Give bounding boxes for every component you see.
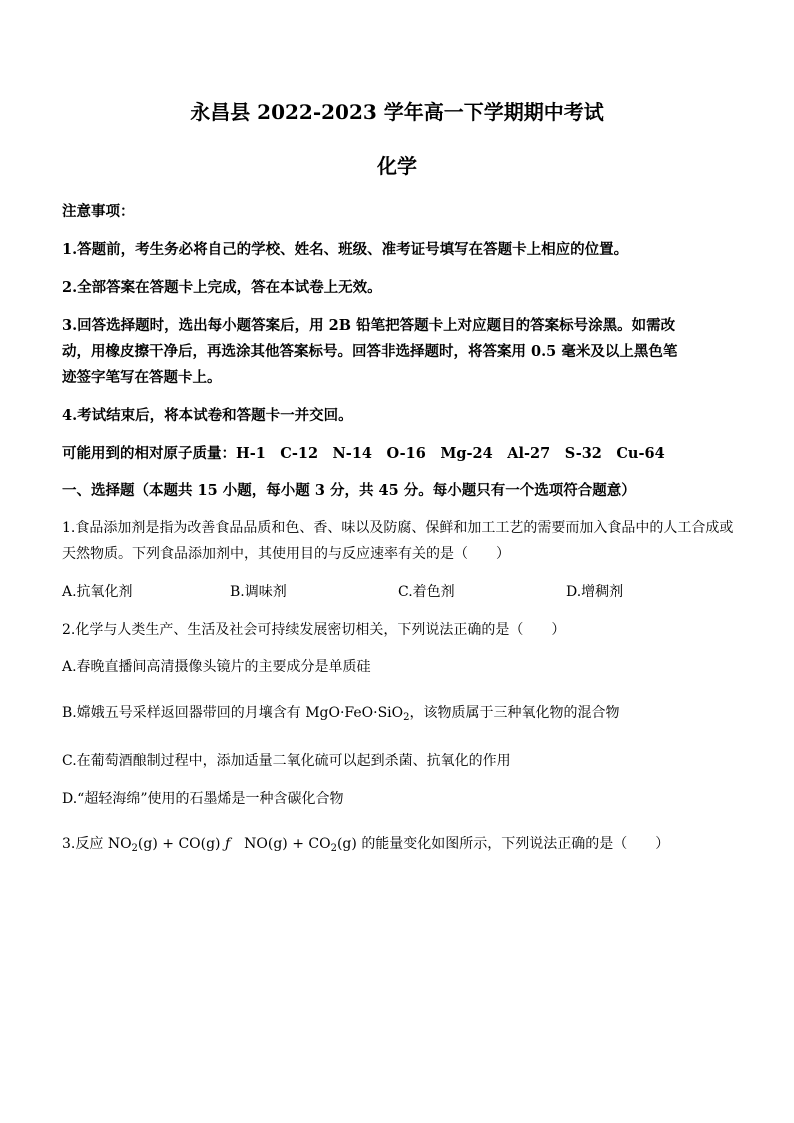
q2-option-b-text: B.嫦娥五号采样返回器带回的月壤含有 bbox=[62, 705, 306, 721]
q2-option-c: C.在葡萄酒酿制过程中，添加适量二氧化硫可以起到杀菌、抗氧化的作用 bbox=[62, 753, 511, 769]
q3-stem bbox=[62, 834, 734, 859]
q1-option-a: A.抗氧化剂 bbox=[62, 584, 133, 600]
q3-pre: 3.反应 bbox=[62, 836, 108, 852]
q2-option-b-rest: ，该物质属于三种氧化物的混合物 bbox=[409, 705, 620, 721]
atomic-masses: 可能用到的相对原子质量：H-1 C-12 N-14 O-16 Mg-24 Al-27 S-32 Cu-64 bbox=[62, 445, 665, 462]
note-item: 1.答题前，考生务必将自己的学校、姓名、班级、准考证号填写在答题卡上相应的位置。 bbox=[62, 241, 629, 258]
q3-reactant1: NO bbox=[107, 836, 132, 852]
note-item: 迹签字笔写在答题卡上。 bbox=[62, 369, 222, 386]
q3-arrow: ƒ bbox=[224, 836, 231, 852]
note-item: 4.考试结束后，将本试卷和答题卡一并交回。 bbox=[62, 407, 353, 424]
q2-option-b bbox=[62, 703, 734, 728]
note-item: 2.全部答案在答题卡上完成，答在本试卷上无效。 bbox=[62, 279, 382, 296]
exam-title: 永昌县 2022-2023 学年高一下学期期中考试 bbox=[190, 100, 604, 124]
q3-product1: NO(g) + CO bbox=[230, 836, 331, 852]
q2-formula bbox=[305, 705, 409, 721]
q1-options bbox=[62, 581, 734, 601]
q2-option-d: D.“超轻海绵”使用的石墨烯是一种含碳化合物 bbox=[62, 791, 344, 807]
notes-heading: 注意事项： bbox=[62, 203, 135, 220]
q1-stem-line1: 1.食品添加剂是指为改善食品品质和色、香、味以及防腐、保鲜和加工工艺的需要而加入食品中的人工合成或 bbox=[62, 520, 734, 536]
note-item: 3.回答选择题时，选出每小题答案后，用 2B 铅笔把答题卡上对应题目的答案标号涂黑。如需改 bbox=[62, 317, 676, 334]
q1-option-c: C.着色剂 bbox=[398, 584, 455, 600]
q3-reactant1-sub: 2 bbox=[131, 843, 138, 854]
q2-formula-sub: 2 bbox=[403, 712, 410, 723]
subject-title: 化学 bbox=[377, 154, 417, 178]
note-item: 动，用橡皮擦干净后，再选涂其他答案标号。回答非选择题时，将答案用 0.5 毫米及以上黑色笔 bbox=[62, 343, 678, 360]
q3-post: 的能量变化如图所示，下列说法正确的是（ ） bbox=[361, 836, 670, 852]
q1-option-d: D.增稠剂 bbox=[566, 584, 624, 600]
q2-stem: 2.化学与人类生产、生活及社会可持续发展密切相关，下列说法正确的是（ ） bbox=[62, 622, 566, 638]
q1-stem-line2: 天然物质。下列食品添加剂中，其使用目的与反应速率有关的是（ ） bbox=[62, 546, 510, 562]
q2-formula-main: MgO·FeO·SiO bbox=[305, 705, 404, 721]
section-heading: 一、选择题（本题共 15 小题，每小题 3 分，共 45 分。每小题只有一个选项符合题意） bbox=[62, 482, 636, 499]
q3-reactant-rest: (g) + CO(g) bbox=[137, 836, 225, 852]
q3-equation bbox=[108, 836, 362, 852]
q3-product1-sub: 2 bbox=[330, 843, 337, 854]
q1-option-b: B.调味剂 bbox=[230, 584, 287, 600]
q3-product-rest: (g) bbox=[336, 836, 362, 852]
q2-option-a: A.春晚直播间高清摄像头镜片的主要成分是单质硅 bbox=[62, 659, 371, 675]
